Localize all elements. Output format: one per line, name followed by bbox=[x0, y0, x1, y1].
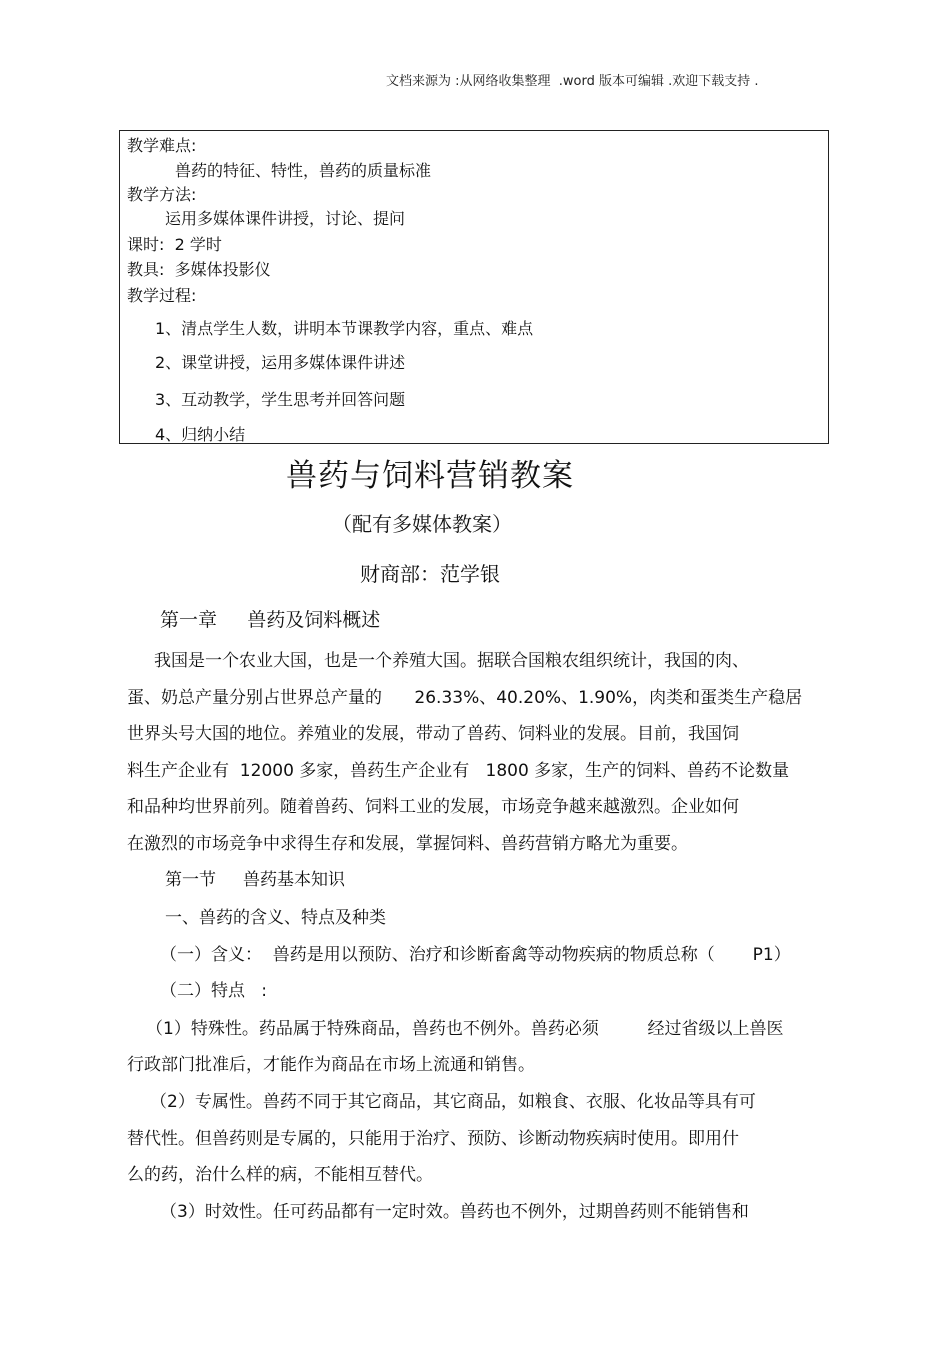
body-line: 和品种均世界前列。随着兽药、饲料工业的发展，市场竞争越来越激烈。企业如何 bbox=[127, 797, 739, 817]
body-line: 蛋、奶总产量分别占世界总产量的 26.33%、40.20%、1.90%，肉类和蛋类生产稳居 bbox=[127, 688, 803, 708]
tools-line: 教具: 多媒体投影仪 bbox=[127, 260, 271, 279]
difficulty-text: 兽药的特征、特性，兽药的质量标准 bbox=[175, 161, 432, 180]
body-line: 我国是一个农业大国，也是一个养殖大国。据联合国粮农组织统计，我国的肉、 bbox=[154, 651, 749, 671]
document-title: 兽药与饲料营销教案 bbox=[286, 458, 574, 494]
body-line: 在激烈的市场竞争中求得生存和发展，掌握饲料、兽药营销方略尤为重要。 bbox=[127, 834, 688, 854]
process-step: 2、课堂讲授，运用多媒体课件讲述 bbox=[155, 353, 406, 372]
features-label: （二）特点 : bbox=[160, 981, 267, 1001]
body-line: （2）专属性。兽药不同于其它商品，其它商品，如粮食、衣服、化妆品等具有可 bbox=[150, 1092, 756, 1112]
process-step: 4、归纳小结 bbox=[155, 425, 246, 444]
process-step: 3、互动教学，学生思考并回答问题 bbox=[155, 390, 406, 409]
body-line: 么的药，治什么样的病，不能相互替代。 bbox=[127, 1165, 433, 1185]
meaning-line: （一）含义： 兽药是用以预防、治疗和诊断畜禽等动物疾病的物质总称（ P1） bbox=[160, 945, 791, 965]
body-line: 替代性。但兽药则是专属的，只能用于治疗、预防、诊断动物疾病时使用。即用什 bbox=[127, 1129, 739, 1149]
section-heading: 第一节 兽药基本知识 bbox=[165, 870, 346, 890]
body-line: 行政部门批准后，才能作为商品在市场上流通和销售。 bbox=[127, 1055, 535, 1075]
method-text: 运用多媒体课件讲授，讨论、提问 bbox=[165, 209, 406, 228]
subsection-heading: 一、兽药的含义、特点及种类 bbox=[165, 908, 386, 928]
author-line: 财商部：范学银 bbox=[360, 562, 500, 586]
method-label: 教学方法: bbox=[127, 185, 197, 204]
body-line: 料生产企业有 12000 多家，兽药生产企业有 1800 多家，生产的饲料、兽药不论数量 bbox=[127, 761, 790, 781]
difficulty-label: 教学难点: bbox=[127, 136, 197, 155]
process-step: 1、清点学生人数，讲明本节课教学内容，重点、难点 bbox=[155, 319, 534, 338]
body-line: 世界头号大国的地位。养殖业的发展，带动了兽药、饲料业的发展。目前，我国饲 bbox=[127, 724, 739, 744]
body-line: （3）时效性。任可药品都有一定时效。兽药也不例外，过期兽药则不能销售和 bbox=[160, 1202, 749, 1222]
document-subtitle: （配有多媒体教案） bbox=[332, 512, 512, 536]
process-label: 教学过程: bbox=[127, 286, 197, 305]
body-line: （1）特殊性。药品属于特殊商品，兽药也不例外。兽药必须 经过省级以上兽医 bbox=[146, 1019, 784, 1039]
page-header: 文档来源为 :从网络收集整理 .word 版本可编辑 .欢迎下载支持 . bbox=[386, 74, 759, 89]
hours-line: 课时: 2 学时 bbox=[127, 235, 222, 254]
chapter-heading: 第一章 兽药及饲料概述 bbox=[160, 609, 381, 631]
